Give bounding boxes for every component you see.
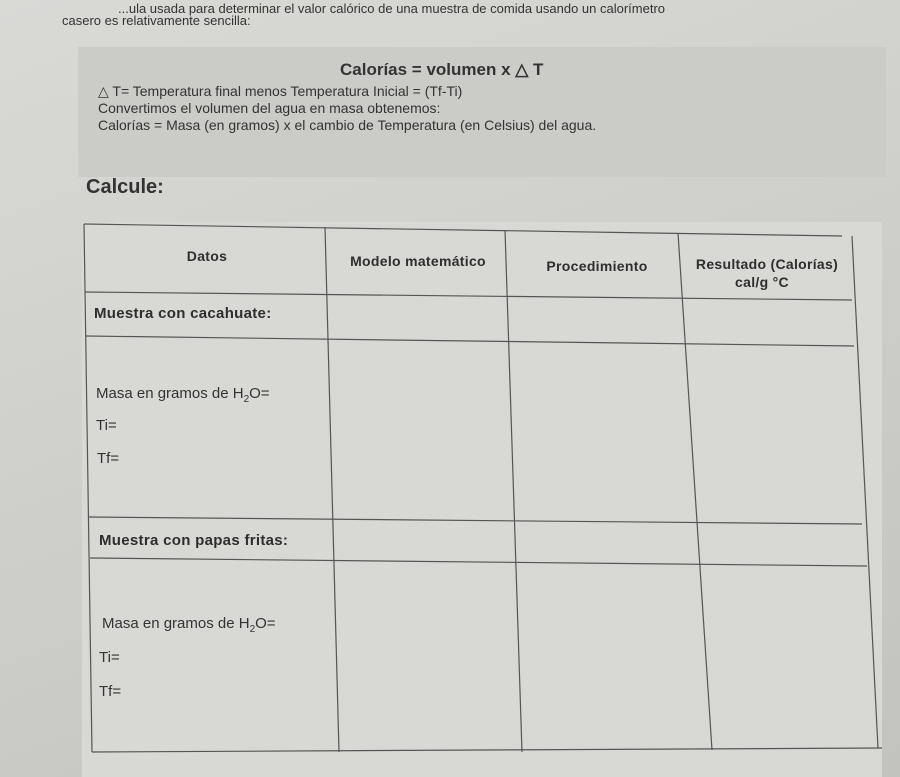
- mass-label-suffix: O=: [249, 385, 270, 402]
- section-title-cacahuate: Muestra con cacahuate:: [94, 305, 272, 322]
- calorie-formula: Calorías = volumen x △ T: [340, 60, 544, 79]
- papas-tf-field[interactable]: Tf=: [99, 683, 122, 700]
- calories-definition: Calorías = Masa (en gramos) x el cambio de Temperatura (en Celsius) del agua.: [98, 117, 597, 133]
- papas-ti-field[interactable]: Ti=: [99, 649, 120, 666]
- row1-bottom-line: [86, 336, 854, 346]
- header-modelo: Modelo matemático: [350, 253, 486, 269]
- intro-line-2: casero es relativamente sencilla:: [62, 13, 251, 28]
- header-resultado: Resultado (Calorías): [695, 256, 839, 272]
- mass-label-suffix: O=: [255, 615, 276, 632]
- header-procedimiento: Procedimiento: [546, 258, 648, 274]
- header-bottom-line: [85, 292, 852, 300]
- row3-bottom-line: [90, 558, 867, 566]
- col-sep-2: [505, 230, 522, 752]
- header-resultado-unit: cal/g °C: [735, 274, 789, 290]
- calcule-heading: Calcule:: [86, 176, 164, 198]
- volume-to-mass-note: Convertimos el volumen del agua en masa obtenemos:: [98, 100, 441, 116]
- delta-t-definition: △ T= Temperatura final menos Temperatura Inicial = (Tf-Ti): [98, 83, 463, 99]
- table-top-border: [84, 224, 842, 236]
- mass-label-sub: 2: [249, 624, 256, 635]
- intro-text: [62, 2, 862, 28]
- cacahuate-mass-field[interactable]: [96, 385, 270, 405]
- mass-label-prefix: Masa en gramos de H: [102, 615, 250, 632]
- mass-label-sub: 2: [243, 394, 250, 405]
- table-left-border: [84, 224, 92, 752]
- header-datos: Datos: [186, 248, 228, 264]
- cacahuate-ti-field[interactable]: Ti=: [96, 417, 117, 434]
- section-title-papas: Muestra con papas fritas:: [99, 532, 289, 549]
- intro-line-1: ...ula usada para determinar el valor calórico de una muestra de comida usando un calorímetro: [118, 1, 666, 16]
- col-sep-right: [852, 236, 878, 748]
- row2-bottom-line: [89, 517, 862, 524]
- formula-explanations: [98, 83, 858, 134]
- mass-label-prefix: Masa en gramos de H: [96, 385, 244, 402]
- papas-mass-field[interactable]: [102, 615, 276, 635]
- cacahuate-tf-field[interactable]: Tf=: [97, 450, 120, 467]
- table-bottom-border: [92, 748, 882, 752]
- col-sep-3: [678, 233, 712, 750]
- col-sep-1: [325, 227, 339, 752]
- table-sheet: [82, 222, 882, 777]
